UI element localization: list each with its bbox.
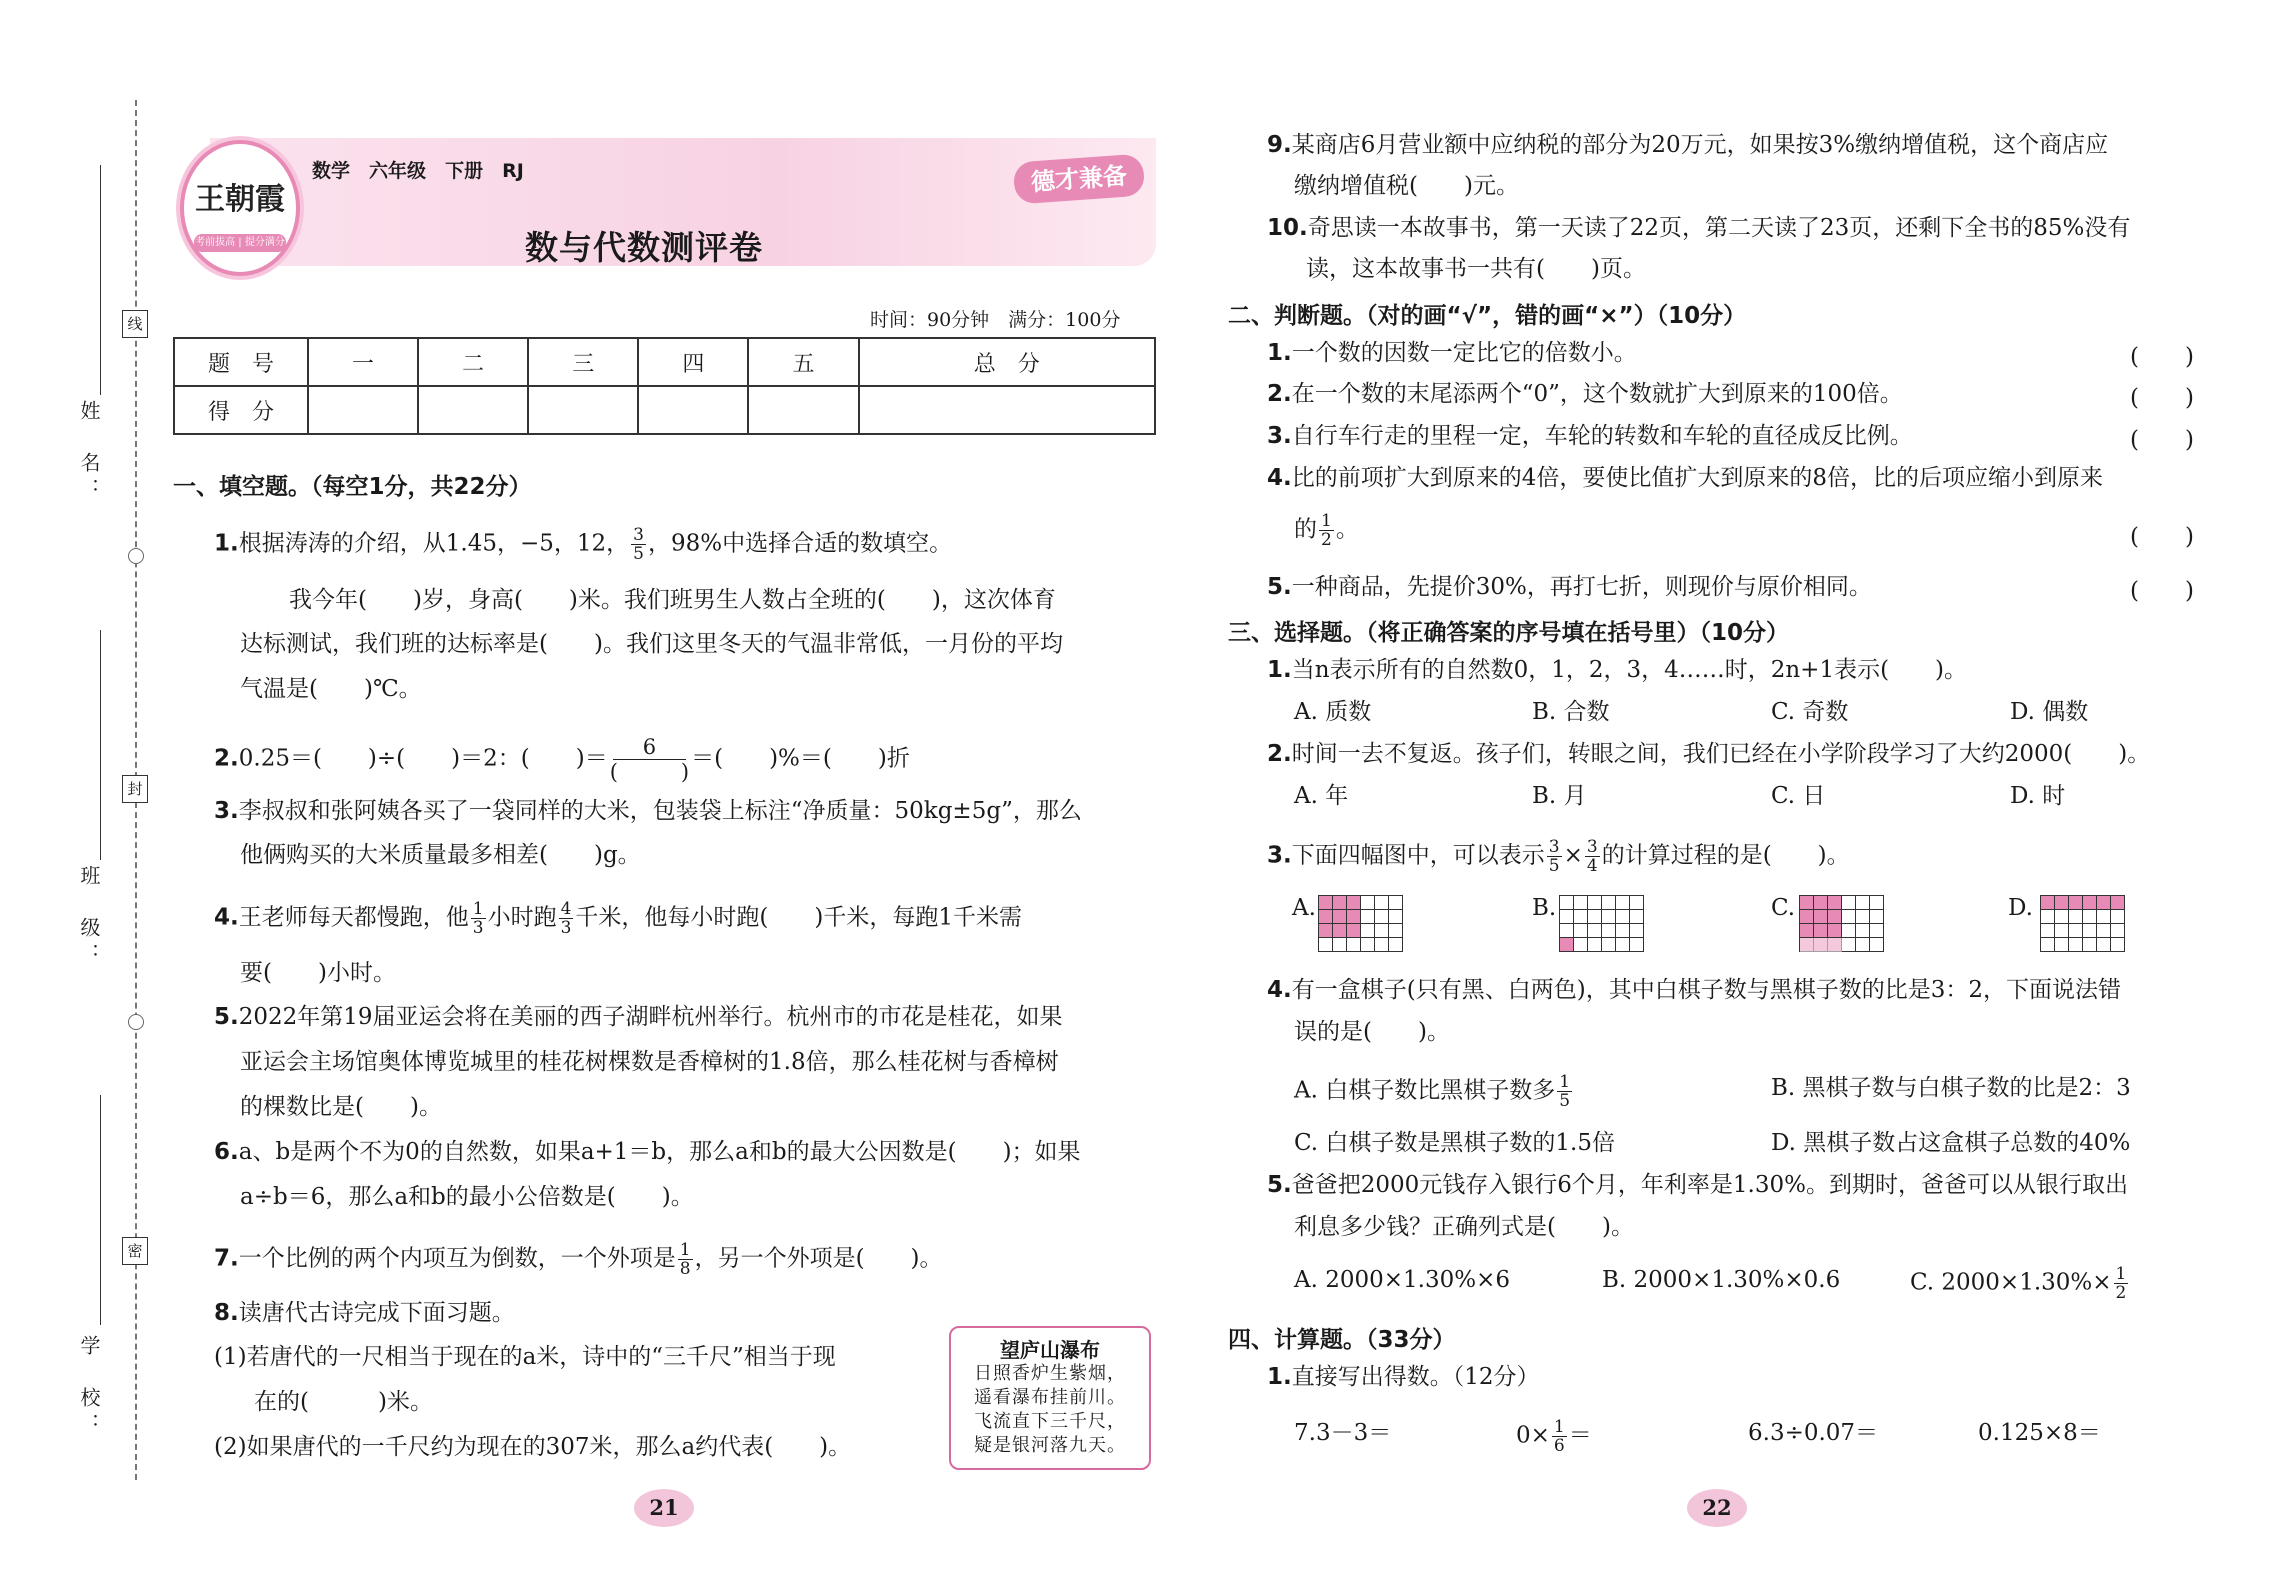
- question-10: 10.奇思读一本故事书，第一天读了22页，第二天读了23页，还剩下全书的85%没有: [1267, 215, 2131, 241]
- section-1-heading: 一、填空题。（每空1分，共22分）: [173, 474, 532, 500]
- score-input-cell[interactable]: [638, 386, 748, 434]
- question-5-line-2: 亚运会主场馆奥体博览城里的桂花树棵数是香樟树的1.8倍，那么桂花树与香樟树: [240, 1049, 1059, 1075]
- choice-2: 2.时间一去不复返。孩子们，转眼之间，我们已经在小学阶段学习了大约2000( )。: [1267, 741, 2151, 767]
- calc-expr-3: 6.3÷0.07＝: [1748, 1420, 1879, 1446]
- poem-card: [949, 1326, 1151, 1470]
- question-5-line-3: 的棵数比是( )。: [240, 1094, 442, 1120]
- section-4-heading: 四、计算题。（33分）: [1228, 1327, 1456, 1353]
- calc-1: 1.直接写出得数。（12分）: [1267, 1364, 1540, 1390]
- section-2-heading: 二、判断题。（对的画“√”，错的画“×”）（10分）: [1228, 303, 1747, 329]
- punch-hole-icon: [128, 548, 144, 564]
- table-cell: 五: [748, 338, 858, 386]
- question-8-sub-1-b: 在的( )米。: [254, 1389, 433, 1415]
- choice-3-option-b-grid[interactable]: [1559, 895, 1644, 952]
- question-1-line-3: 气温是( )℃。: [240, 676, 422, 702]
- choice-1-option-d[interactable]: D. 偶数: [2010, 699, 2089, 725]
- score-table-score-row: [174, 386, 1155, 434]
- score-input-cell[interactable]: [859, 386, 1155, 434]
- judge-1: 1.一个数的因数一定比它的倍数小。: [1267, 340, 1637, 366]
- brand-name: 王朝霞: [195, 182, 285, 217]
- exam-info: 时间：90分钟 满分：100分: [870, 309, 1121, 331]
- question-6-line-2: a÷b＝6，那么a和b的最小公倍数是( )。: [240, 1184, 694, 1210]
- question-3-line-2: 他俩购买的大米质量最多相差( )g。: [240, 842, 641, 868]
- choice-4-option-a[interactable]: A. 白棋子数比黑棋子数多 $\frac{1}{5}$: [1294, 1072, 1571, 1111]
- question-6: 6.a、b是两个不为0的自然数，如果a+1＝b，那么a和b的最大公因数是( )；如果: [214, 1139, 1081, 1165]
- question-1: 1.根据涛涛的介绍，从1.45，−5，12， $\frac{3}{5}$ ，98%中选择合适的数填空。: [214, 525, 953, 564]
- score-input-cell[interactable]: [528, 386, 638, 434]
- choice-4-line-2: 误的是( )。: [1294, 1019, 1450, 1045]
- section-3-heading: 三、选择题。（将正确答案的序号填在括号里）（10分）: [1228, 620, 1790, 646]
- table-cell: 得 分: [174, 386, 308, 434]
- page-number-right: 22: [1687, 1489, 1747, 1527]
- table-cell: 题 号: [174, 338, 308, 386]
- choice-4-option-c[interactable]: C. 白棋子数是黑棋子数的1.5倍: [1294, 1130, 1615, 1156]
- choice-3-option-d-grid[interactable]: [2040, 895, 2125, 952]
- calc-expr-4: 0.125×8＝: [1978, 1420, 2101, 1446]
- choice-4: 4.有一盒棋子(只有黑、白两色)，其中白棋子数与黑棋子数的比是3：2，下面说法错: [1267, 977, 2121, 1003]
- poem-title: 望庐山瀑布: [1000, 1338, 1100, 1362]
- choice-3-option-b-label[interactable]: B.: [1532, 895, 1557, 921]
- school-label: 学 校：: [77, 1335, 101, 1439]
- question-1-line-2: 达标测试，我们班的达标率是( )。我们这里冬天的气温非常低，一月份的平均: [240, 631, 1063, 657]
- score-table-header-row: [174, 338, 1155, 386]
- judge-2: 2.在一个数的末尾添两个“0”，这个数就扩大到原来的100倍。: [1267, 381, 1903, 407]
- answer-paren[interactable]: ( ): [2130, 385, 2194, 411]
- choice-1-option-b[interactable]: B. 合数: [1532, 699, 1610, 725]
- table-cell: 四: [638, 338, 748, 386]
- question-8: 8.读唐代古诗完成下面习题。: [214, 1300, 515, 1326]
- answer-paren[interactable]: ( ): [2130, 578, 2194, 604]
- choice-3: 3.下面四幅图中，可以表示 $\frac{3}{5}$ × $\frac{3}{4}$ 的计算过程的是( )。: [1267, 837, 1850, 876]
- judge-4-line-2: 的 $\frac{1}{2}$ 。: [1294, 511, 1359, 550]
- seal-box-feng: 封: [122, 775, 148, 803]
- table-cell: 一: [308, 338, 418, 386]
- answer-paren[interactable]: ( ): [2130, 427, 2194, 453]
- choice-2-option-c[interactable]: C. 日: [1771, 783, 1826, 809]
- table-cell: 总 分: [859, 338, 1155, 386]
- judge-3: 3.自行车行走的里程一定，车轮的转数和车轮的直径成反比例。: [1267, 423, 1913, 449]
- score-input-cell[interactable]: [308, 386, 418, 434]
- page-title: 数与代数测评卷: [525, 228, 763, 267]
- page-number-left: 21: [634, 1489, 694, 1527]
- question-8-sub-1: (1)若唐代的一尺相当于现在的a米，诗中的“三千尺”相当于现: [214, 1344, 836, 1370]
- school-write-line: [100, 1095, 101, 1325]
- choice-2-option-d[interactable]: D. 时: [2010, 783, 2066, 809]
- calc-expr-2: 0× $\frac{1}{6}$ ＝: [1516, 1417, 1592, 1456]
- choice-5: 5.爸爸把2000元钱存入银行6个月，年利率是1.30%。到期时，爸爸可以从银行取出: [1267, 1172, 2128, 1198]
- choice-1-option-a[interactable]: A. 质数: [1294, 699, 1372, 725]
- choice-3-option-c-grid[interactable]: [1799, 895, 1884, 952]
- choice-1: 1.当n表示所有的自然数0，1，2，3，4……时，2n+1表示( )。: [1267, 657, 1968, 683]
- seal-box-mi: 密: [122, 1237, 148, 1265]
- choice-2-option-b[interactable]: B. 月: [1532, 783, 1587, 809]
- calc-expr-1: 7.3－3＝: [1294, 1420, 1392, 1446]
- choice-2-option-a[interactable]: A. 年: [1294, 783, 1349, 809]
- table-cell: 三: [528, 338, 638, 386]
- question-3: 3.李叔叔和张阿姨各买了一袋同样的大米，包装袋上标注“净质量：50kg±5g”，那么: [214, 798, 1082, 824]
- choice-5-option-b[interactable]: B. 2000×1.30%×0.6: [1602, 1267, 1841, 1293]
- question-5: 5.2022年第19届亚运会将在美丽的西子湖畔杭州举行。杭州市的市花是桂花，如果: [214, 1004, 1063, 1030]
- punch-hole-icon: [128, 1014, 144, 1030]
- choice-5-option-c[interactable]: C. 2000×1.30%× $\frac{1}{2}$: [1910, 1264, 2127, 1303]
- brand-tags: 考前拔高 | 提分满分: [194, 234, 286, 252]
- motto-badge: 德才兼备: [1013, 154, 1146, 205]
- choice-3-option-d-label[interactable]: D.: [2008, 895, 2033, 921]
- question-4-line-2: 要( )小时。: [240, 960, 396, 986]
- brand-logo: [180, 140, 300, 276]
- class-label: 班 级：: [77, 865, 101, 969]
- question-9: 9.某商店6月营业额中应纳税的部分为20万元，如果按3%缴纳增值税，这个商店应: [1267, 132, 2109, 158]
- class-write-line: [100, 630, 101, 860]
- choice-4-option-d[interactable]: D. 黑棋子数占这盒棋子总数的40%: [1771, 1130, 2131, 1156]
- poem-body: 日照香炉生紫烟， 遥看瀑布挂前川。 飞流直下三千尺， 疑是银河落九天。: [974, 1363, 1126, 1456]
- choice-4-option-b[interactable]: B. 黑棋子数与白棋子数的比是2：3: [1771, 1075, 2131, 1101]
- book-meta: 数学 六年级 下册 RJ: [312, 160, 524, 182]
- name-label: 姓 名：: [77, 400, 101, 504]
- table-cell: 二: [418, 338, 528, 386]
- judge-5: 5.一种商品，先提价30%，再打七折，则现价与原价相同。: [1267, 574, 1872, 600]
- choice-3-option-a-label[interactable]: A.: [1292, 895, 1316, 921]
- choice-3-option-c-label[interactable]: C.: [1771, 895, 1796, 921]
- score-input-cell[interactable]: [418, 386, 528, 434]
- answer-paren[interactable]: ( ): [2130, 344, 2194, 370]
- question-7: 7.一个比例的两个内项互为倒数，一个外项是 $\frac{1}{8}$ ，另一个外项是( )。: [214, 1240, 943, 1279]
- name-write-line: [100, 165, 101, 395]
- judge-4: 4.比的前项扩大到原来的4倍，要使比值扩大到原来的8倍，比的后项应缩小到原来: [1267, 465, 2104, 491]
- question-8-sub-2: (2)如果唐代的一千尺约为现在的307米，那么a约代表( )。: [214, 1434, 852, 1460]
- question-10-line-2: 读，这本故事书一共有( )页。: [1306, 256, 1646, 282]
- choice-3-option-a-grid[interactable]: [1318, 895, 1403, 952]
- question-4: 4.王老师每天都慢跑，他 $\frac{1}{3}$ 小时跑 $\frac{4}{3}$ 千米，他每小时跑( )千米，每跑1千米需: [214, 899, 1022, 938]
- choice-5-option-a[interactable]: A. 2000×1.30%×6: [1294, 1267, 1511, 1293]
- question-9-line-2: 缴纳增值税( )元。: [1294, 173, 1519, 199]
- question-1-line-1: 我今年( )岁，身高( )米。我们班男生人数占全班的( )，这次体育: [289, 587, 1056, 613]
- question-2: 2.0.25＝( )÷( )＝2：( )＝ $\frac{6}{( )}$ ＝( )%＝( )折: [214, 735, 910, 784]
- answer-paren[interactable]: ( ): [2130, 524, 2194, 550]
- choice-5-line-2: 利息多少钱？正确列式是( )。: [1294, 1214, 1634, 1240]
- choice-1-option-c[interactable]: C. 奇数: [1771, 699, 1849, 725]
- score-input-cell[interactable]: [748, 386, 858, 434]
- seal-box-xian: 线: [122, 310, 148, 338]
- score-table: [173, 337, 1156, 435]
